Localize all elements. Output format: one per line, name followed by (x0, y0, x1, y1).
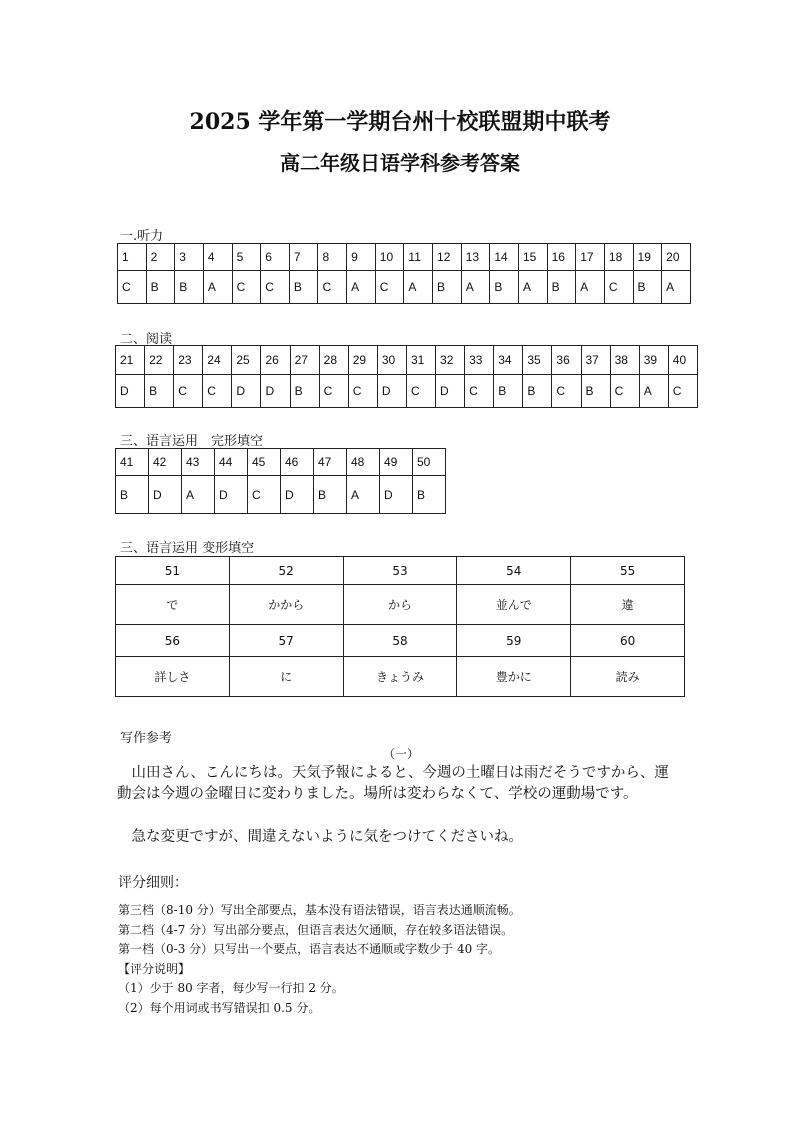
answer-cell: A (518, 271, 547, 304)
question-number-cell: 19 (633, 244, 662, 271)
question-number-cell: 27 (290, 346, 319, 375)
question-number-cell: 46 (281, 449, 314, 476)
question-number-cell: 11 (404, 244, 433, 271)
question-number-cell: 13 (461, 244, 490, 271)
answer-cell: かから (229, 585, 343, 625)
answer-cell: B (314, 476, 347, 514)
answer-cell: C (319, 375, 348, 408)
question-number-cell: 15 (518, 244, 547, 271)
scoring-rules (118, 901, 718, 1018)
question-number-cell: 52 (229, 557, 343, 585)
question-number-cell: 4 (203, 244, 232, 271)
question-number-cell: 57 (229, 625, 343, 657)
answer-cell: A (461, 271, 490, 304)
answer-cell: 違 (571, 585, 685, 625)
answer-cell: B (146, 271, 175, 304)
page-title: 2025 学年第一学期台州十校联盟期中联考 (189, 109, 611, 135)
answer-cell: C (552, 375, 581, 408)
answer-row (118, 271, 691, 304)
answer-cell: C (604, 271, 633, 304)
question-number-cell: 49 (380, 449, 413, 476)
section-label-reading: 二、阅读 (120, 332, 173, 347)
question-number-cell: 10 (375, 244, 404, 271)
question-number-cell: 30 (377, 346, 406, 375)
question-number-cell: 7 (289, 244, 318, 271)
answer-cell: C (406, 375, 435, 408)
answer-cell: C (465, 375, 494, 408)
question-number-cell: 59 (457, 625, 571, 657)
question-number-cell: 60 (571, 625, 685, 657)
answer-row (116, 585, 685, 625)
scoring-note: （2）每个用词或书写错误扣 0.5 分。 (118, 1000, 321, 1015)
answer-cell: から (343, 585, 457, 625)
question-number-cell: 36 (552, 346, 581, 375)
section-label-cloze: 三、语言运用 完形填空 (120, 434, 264, 449)
question-number-cell: 58 (343, 625, 457, 657)
number-row (116, 346, 698, 375)
answer-cell: C (610, 375, 639, 408)
question-number-cell: 35 (523, 346, 552, 375)
question-number-cell: 32 (436, 346, 465, 375)
listening-answer-table (117, 243, 691, 304)
section-label-listening: 一.听力 (120, 229, 164, 244)
scoring-notes-title: 【评分说明】 (118, 961, 191, 976)
answer-cell: C (668, 375, 697, 408)
question-number-cell: 25 (232, 346, 261, 375)
answer-cell: D (281, 476, 314, 514)
question-number-cell: 26 (261, 346, 290, 375)
question-number-cell: 37 (581, 346, 610, 375)
answer-cell: A (347, 271, 376, 304)
question-number-cell: 17 (576, 244, 605, 271)
question-number-cell: 21 (116, 346, 145, 375)
question-number-cell: 20 (662, 244, 691, 271)
question-number-cell: 33 (465, 346, 494, 375)
question-number-cell: 47 (314, 449, 347, 476)
question-number-cell: 28 (319, 346, 348, 375)
question-number-cell: 43 (182, 449, 215, 476)
question-number-cell: 16 (547, 244, 576, 271)
question-number-cell: 12 (433, 244, 462, 271)
answer-cell: A (182, 476, 215, 514)
reading-answer-table (115, 345, 698, 408)
answer-cell: A (639, 375, 668, 408)
question-number-cell: 55 (571, 557, 685, 585)
question-number-cell: 24 (203, 346, 232, 375)
answer-cell: D (116, 375, 145, 408)
question-number-cell: 51 (116, 557, 230, 585)
answer-cell: D (232, 375, 261, 408)
number-row (116, 449, 446, 476)
question-number-cell: 6 (261, 244, 290, 271)
question-number-cell: 23 (174, 346, 203, 375)
answer-cell: 豊かに (457, 657, 571, 697)
question-number-cell: 8 (318, 244, 347, 271)
number-row (116, 557, 685, 585)
fill-answer-table (115, 556, 685, 697)
answer-row (116, 375, 698, 408)
question-number-cell: 34 (494, 346, 523, 375)
question-number-cell: 18 (604, 244, 633, 271)
answer-cell: D (149, 476, 182, 514)
question-number-cell: 40 (668, 346, 697, 375)
answer-cell: C (203, 375, 232, 408)
question-number-cell: 1 (118, 244, 147, 271)
question-number-cell: 39 (639, 346, 668, 375)
question-number-cell: 53 (343, 557, 457, 585)
question-number-cell: 2 (146, 244, 175, 271)
question-number-cell: 14 (490, 244, 519, 271)
answer-cell: C (118, 271, 147, 304)
page-subtitle: 高二年级日语学科参考答案 (280, 151, 520, 175)
scoring-line: 第三档（8-10 分）写出全部要点，基本没有语法错误，语言表达通顺流畅。 (118, 903, 521, 917)
answer-cell: C (375, 271, 404, 304)
question-number-cell: 31 (406, 346, 435, 375)
answer-cell: 詳しさ (116, 657, 230, 697)
answer-cell: B (116, 476, 149, 514)
answer-row (116, 476, 446, 514)
answer-cell: 読み (571, 657, 685, 697)
answer-cell: D (261, 375, 290, 408)
question-number-cell: 56 (116, 625, 230, 657)
answer-cell: D (380, 476, 413, 514)
question-number-cell: 38 (610, 346, 639, 375)
answer-cell: D (215, 476, 248, 514)
answer-cell: A (203, 271, 232, 304)
answer-cell: B (145, 375, 174, 408)
cloze-answer-table (115, 448, 446, 514)
answer-row (116, 657, 685, 697)
answer-cell: A (347, 476, 380, 514)
scoring-note: （1）少于 80 字者，每少写一行扣 2 分。 (118, 981, 344, 995)
scoring-line: 第一档（0-3 分）只写出一个要点，语言表达不通顺或字数少于 40 字。 (118, 942, 501, 956)
question-number-cell: 22 (145, 346, 174, 375)
section-label-fill: 三、语言运用 变形填空 (120, 541, 255, 556)
question-number-cell: 42 (149, 449, 182, 476)
essay-marker: （一） (383, 747, 420, 761)
answer-cell: C (261, 271, 290, 304)
answer-cell: B (175, 271, 204, 304)
answer-cell: B (490, 271, 519, 304)
answer-cell: B (290, 375, 319, 408)
answer-cell: で (116, 585, 230, 625)
answer-cell: B (633, 271, 662, 304)
answer-cell: C (318, 271, 347, 304)
question-number-cell: 44 (215, 449, 248, 476)
answer-cell: に (229, 657, 343, 697)
question-number-cell: 29 (348, 346, 377, 375)
question-number-cell: 41 (116, 449, 149, 476)
section-label-writing: 写作参考 (120, 731, 173, 746)
question-number-cell: 48 (347, 449, 380, 476)
question-number-cell: 45 (248, 449, 281, 476)
answer-cell: C (348, 375, 377, 408)
answer-cell: C (248, 476, 281, 514)
answer-cell: A (404, 271, 433, 304)
question-number-cell: 54 (457, 557, 571, 585)
number-row (118, 244, 691, 271)
question-number-cell: 3 (175, 244, 204, 271)
essay-paragraph: 急な変更ですが、間違えないように気をつけてくださいね。 (117, 829, 523, 845)
answer-cell: D (377, 375, 406, 408)
answer-cell: C (174, 375, 203, 408)
scoring-title: 评分细则： (118, 875, 188, 891)
essay-paragraph: 山田さん、こんにちは。天気予報によると、今週の土曜日は雨だそうですから、運動会は今週の金曜日に変わりました。場所は変わらなくて、学校の運動場です。 (117, 765, 669, 802)
scoring-line: 第二档（4-7 分）写出部分要点，但语言表达欠通顺，存在较多语法错误。 (118, 922, 514, 937)
question-number-cell: 9 (347, 244, 376, 271)
answer-cell: B (433, 271, 462, 304)
answer-cell: きょうみ (343, 657, 457, 697)
answer-cell: B (581, 375, 610, 408)
answer-cell: B (523, 375, 552, 408)
answer-cell: D (436, 375, 465, 408)
answer-cell: A (662, 271, 691, 304)
answer-cell: B (494, 375, 523, 408)
answer-cell: B (289, 271, 318, 304)
answer-cell: 並んで (457, 585, 571, 625)
number-row (116, 625, 685, 657)
answer-cell: C (232, 271, 261, 304)
answer-cell: A (576, 271, 605, 304)
question-number-cell: 5 (232, 244, 261, 271)
question-number-cell: 50 (413, 449, 446, 476)
answer-cell: B (413, 476, 446, 514)
answer-cell: B (547, 271, 576, 304)
